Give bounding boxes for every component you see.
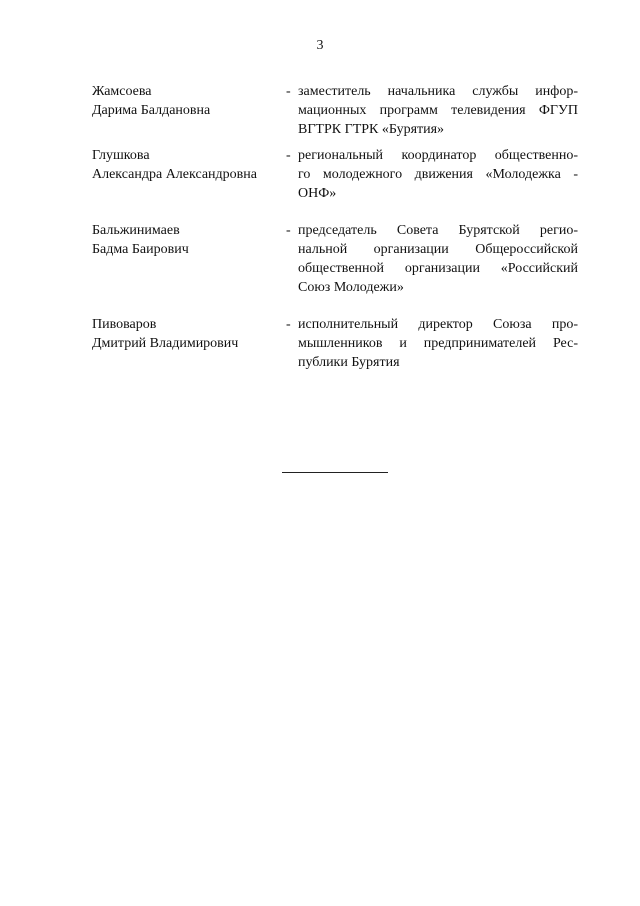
- member-surname: Бальжинимаев: [92, 223, 180, 238]
- entry-dash: -: [286, 84, 291, 99]
- closing-rule: [282, 472, 388, 473]
- position-line: мационных программ телевидения ФГУП: [298, 103, 578, 118]
- position-line: региональный координатор общественно-: [298, 148, 578, 163]
- position-line: ОНФ»: [298, 186, 337, 201]
- entry-dash: -: [286, 317, 291, 332]
- position-line: исполнительный директор Союза про-: [298, 317, 578, 332]
- position-line: мышленников и предпринимателей Рес-: [298, 336, 578, 351]
- position-line: ВГТРК ГТРК «Бурятия»: [298, 122, 445, 137]
- member-name: [92, 221, 282, 259]
- member-position: [298, 82, 578, 139]
- member-given-names: Александра Александровна: [92, 167, 257, 182]
- position-line: нальной организации Общероссийской: [298, 242, 578, 257]
- member-position: [298, 221, 578, 297]
- position-line: заместитель начальника службы инфор-: [298, 84, 578, 99]
- member-name: [92, 146, 282, 184]
- position-line: Союз Молодежи»: [298, 280, 404, 295]
- member-surname: Жамсоева: [92, 84, 152, 99]
- member-given-names: Дмитрий Владимирович: [92, 336, 239, 351]
- position-line: общественной организации «Российский: [298, 261, 578, 276]
- member-surname: Пивоваров: [92, 317, 157, 332]
- member-surname: Глушкова: [92, 148, 150, 163]
- member-given-names: Дарима Балдановна: [92, 103, 211, 118]
- position-line: председатель Совета Бурятской регио-: [298, 223, 578, 238]
- member-name: [92, 82, 282, 120]
- member-name: [92, 315, 282, 353]
- page-number: 3: [316, 38, 324, 53]
- position-line: го молодежного движения «Молодежка -: [298, 167, 578, 182]
- member-position: [298, 146, 578, 203]
- member-position: [298, 315, 578, 372]
- member-given-names: Бадма Баирович: [92, 242, 189, 257]
- position-line: публики Бурятия: [298, 355, 400, 370]
- entry-dash: -: [286, 223, 291, 238]
- entry-dash: -: [286, 148, 291, 163]
